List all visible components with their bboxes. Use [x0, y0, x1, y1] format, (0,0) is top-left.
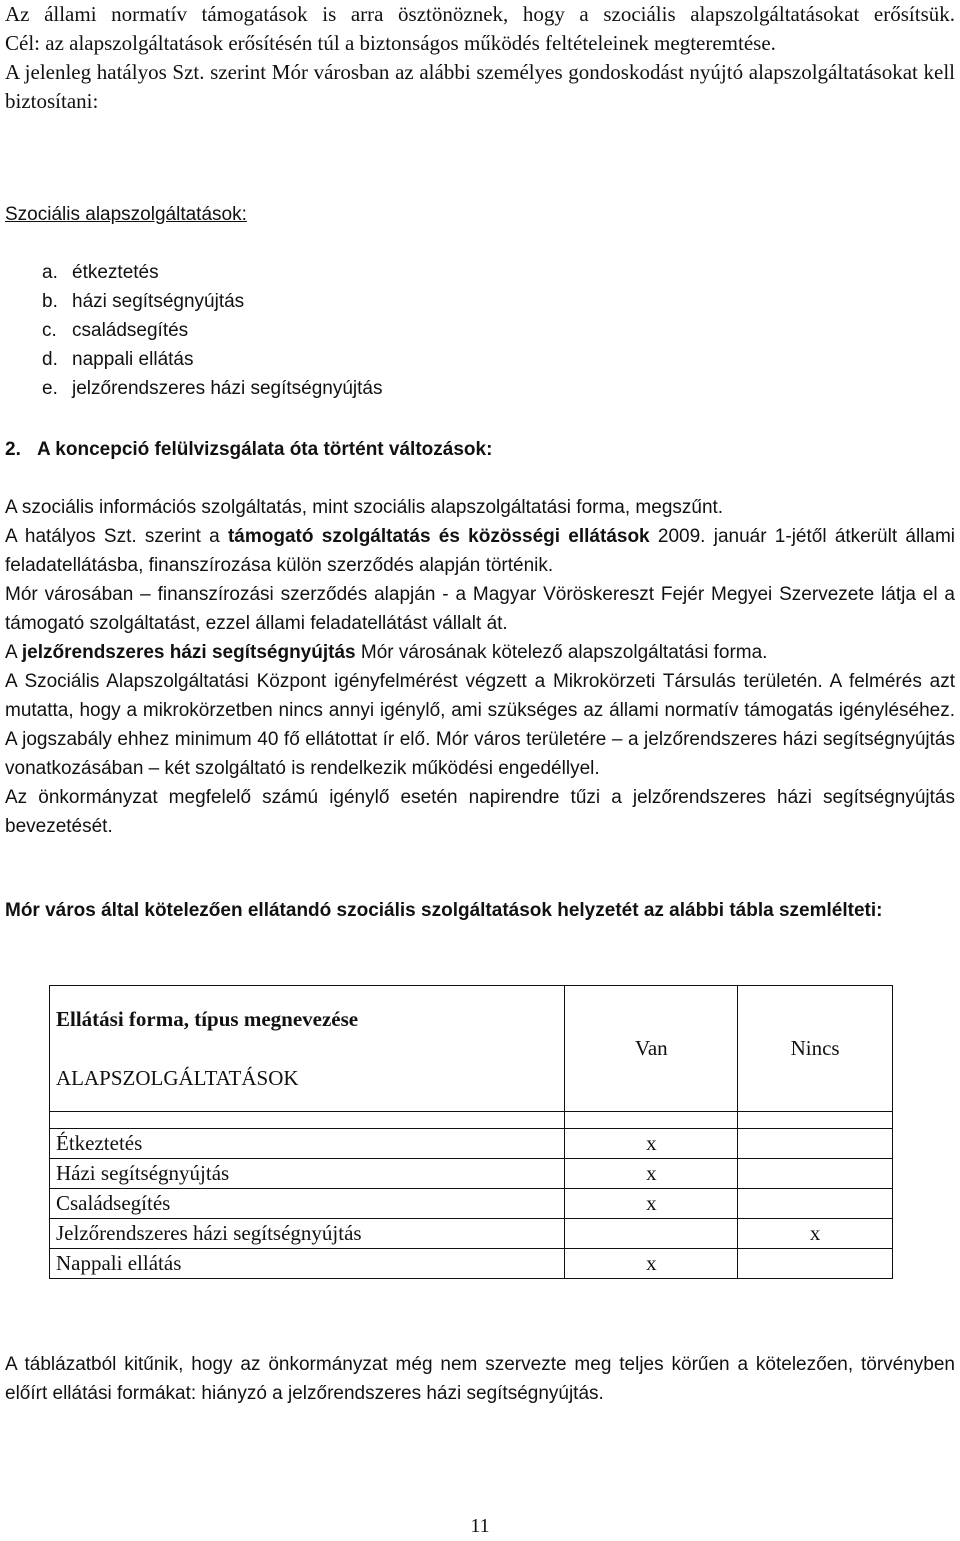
services-table: [49, 985, 893, 1279]
list-item-label: jelzőrendszeres házi segítségnyújtás: [72, 378, 383, 399]
header-cell-nincs: Nincs: [738, 986, 893, 1112]
list-item: [42, 345, 383, 374]
row-nincs: [738, 1189, 893, 1219]
row-van: x: [565, 1129, 738, 1159]
row-label: Étkeztetés: [50, 1129, 565, 1159]
list-item: [42, 258, 383, 287]
list-item-label: étkeztetés: [72, 262, 159, 283]
list-item: [42, 287, 383, 316]
intro-line-3: A jelenleg hatályos Szt. szerint Mór városban az alábbi személyes gondoskodást nyújtó alapszolgáltatásokat kell biztosítani:: [5, 60, 955, 113]
list-marker: e.: [42, 378, 58, 399]
p2-text: A hatályos Szt. szerint a: [5, 526, 228, 547]
header-title: Ellátási forma, típus megnevezése: [56, 1006, 359, 1031]
p4-text: A: [5, 642, 22, 663]
conclusion-text: A táblázatból kitűnik, hogy az önkormányzat még nem szervezte meg teljes körűen a kötelezően, törvényben előírt ellátási formákat: hiányzó a jelzőrendszeres házi segítségnyújtás.: [5, 1354, 955, 1404]
paragraph-1: A szociális információs szolgáltatás, mint szociális alapszolgáltatási forma, megszűnt.: [5, 497, 724, 518]
intro-line-2: Cél: az alapszolgáltatások erősítésén túl a biztonságos működés feltételeinek megteremtése.: [5, 31, 776, 55]
table-row: [50, 1249, 893, 1279]
row-nincs: [738, 1159, 893, 1189]
table-row: [50, 1219, 893, 1249]
service-list: [42, 258, 383, 403]
row-van: x: [565, 1249, 738, 1279]
table-row: [50, 1159, 893, 1189]
header-cell-van: Van: [565, 986, 738, 1112]
p4-bold: jelzőrendszeres házi segítségnyújtás: [21, 642, 356, 663]
header-subtitle: ALAPSZOLGÁLTATÁSOK: [56, 1065, 299, 1090]
section1-heading: Szociális alapszolgáltatások:: [5, 204, 247, 225]
p2-text-end: 2009. január 1-jétől átkerült állami feladatellátásba, finanszírozása külön szerződés alapján történik.: [5, 526, 956, 576]
list-marker: c.: [42, 320, 57, 341]
row-label: Családsegítés: [50, 1189, 565, 1219]
table-intro-text: Mór város által kötelezően ellátandó szociális szolgáltatások helyzetét az alábbi tábla szemlélteti:: [5, 900, 883, 921]
list-item-label: házi segítségnyújtás: [72, 291, 245, 312]
section2-heading: [5, 435, 492, 464]
header-cell-form: [50, 986, 565, 1112]
p2-bold: támogató szolgáltatás és közösségi ellátások: [227, 526, 650, 547]
table-intro: [5, 896, 955, 925]
table-header-row: [50, 986, 893, 1112]
row-van: [565, 1219, 738, 1249]
list-marker: d.: [42, 349, 58, 370]
row-label: Házi segítségnyújtás: [50, 1159, 565, 1189]
section2-title: A koncepció felülvizsgálata óta történt változások:: [37, 439, 493, 460]
paragraph-2: [5, 522, 955, 580]
conclusion-block: [5, 1350, 955, 1408]
p4-text-end: Mór városának kötelező alapszolgáltatási forma.: [355, 642, 768, 663]
section2-body: [5, 493, 955, 841]
section2-number: 2.: [5, 439, 21, 460]
list-item-label: nappali ellátás: [72, 349, 194, 370]
paragraph-5: A Szociális Alapszolgáltatási Központ igényfelmérést végzett a Mikrokörzeti Társulás területén. A felmérés azt mutatta, hogy a mikrokörzetben nincs annyi igénylő, ami szükséges az állami normatív támogatás igényléséhez. A jogszabály ehhez minimum 40 fő ellátottat ír elő. Mór város területére – a jelzőrendszeres házi segítségnyújtás vonatkozásában – két szolgáltató is rendelkezik működési engedéllyel.: [5, 671, 955, 779]
table-spacer-row: [50, 1112, 893, 1129]
row-van: x: [565, 1189, 738, 1219]
list-item-label: családsegítés: [72, 320, 189, 341]
row-van: x: [565, 1159, 738, 1189]
page-number: 11: [470, 1515, 490, 1537]
paragraph-3: Mór városában – finanszírozási szerződés alapján - a Magyar Vöröskereszt Fejér Megyei Szervezete látja el a támogató szolgáltatást, ezzel állami feladatellátást vállalt át.: [5, 584, 955, 634]
row-nincs: [738, 1129, 893, 1159]
table-row: [50, 1129, 893, 1159]
paragraph-6: Az önkormányzat megfelelő számú igénylő esetén napirendre tűzi a jelzőrendszeres házi segítségnyújtás bevezetését.: [5, 787, 955, 837]
paragraph-4: [5, 638, 955, 667]
list-marker: a.: [42, 262, 58, 283]
intro-line-1: Az állami normatív támogatások is arra ösztönöznek, hogy a szociális alapszolgáltatásokat erősítsük.: [5, 2, 955, 26]
list-marker: b.: [42, 291, 58, 312]
intro-block: [5, 0, 955, 116]
list-item: [42, 316, 383, 345]
row-nincs: x: [738, 1219, 893, 1249]
table-row: [50, 1189, 893, 1219]
row-nincs: [738, 1249, 893, 1279]
list-item: [42, 374, 383, 403]
row-label: Jelzőrendszeres házi segítségnyújtás: [50, 1219, 565, 1249]
row-label: Nappali ellátás: [50, 1249, 565, 1279]
